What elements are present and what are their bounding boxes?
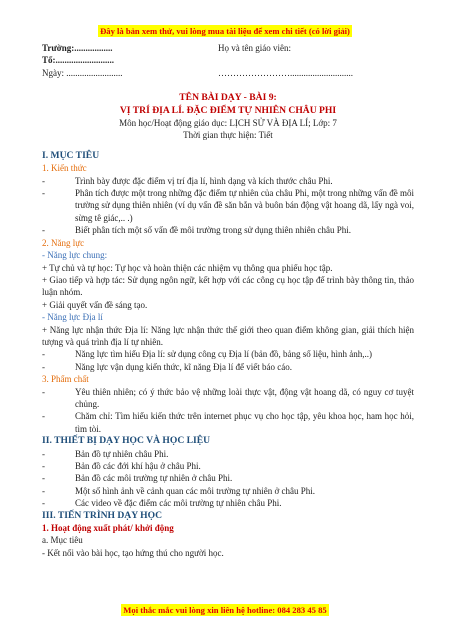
lesson-subject: Môn học/Hoạt động giáo dục: LỊCH SỬ VÀ ĐỊA LÍ; Lớp: 7 (119, 118, 337, 129)
material-item: - Các video về đặc điểm các môi trường tự nhiên châu Phi. (42, 498, 282, 509)
geography-skills-heading: - Năng lực Địa lí (42, 312, 103, 323)
goal-item-1: - Kết nối vào bài học, tạo hứng thú cho người học. (42, 547, 224, 558)
header-row-2 (42, 54, 414, 66)
geography-skill-3: - Năng lực vận dụng kiến thức, kĩ năng Địa lí để viết báo cáo. (42, 361, 292, 372)
skills-heading: 2. Năng lực (42, 237, 85, 248)
quality-item-1: - Yêu thiên nhiên; có ý thức bảo vệ những loài thực vật, động vật hoang dã, có nguy cơ tuyệt chủng. (42, 386, 414, 409)
lesson-name: TÊN BÀI DẠY - BÀI 9: (179, 92, 277, 104)
activity-1-heading: 1. Hoạt động xuất phát/ khởi động (42, 523, 174, 534)
teacher-name-line: ……………………............................ (218, 67, 353, 78)
general-skill-1: + Tự chủ và tự học: Tự học và hoàn thiện các nhiệm vụ thông qua phiếu học tập. (42, 262, 333, 273)
general-skills-heading: - Năng lực chung: (42, 250, 108, 261)
material-item: - Bản đồ tự nhiên châu Phi. (42, 448, 169, 459)
qualities-heading: 3. Phẩm chất (42, 374, 89, 385)
material-item: - Bản đồ các môi trường tự nhiên ở châu Phi. (42, 473, 233, 484)
header-row-3 (42, 67, 414, 79)
knowledge-heading: 1. Kiến thức (42, 163, 87, 174)
preview-banner-text: Đây là bản xem thử, vui lòng mua tài liệu để xem chi tiết (có lời giải) (100, 26, 350, 36)
group-field: Tổ:.......................... (42, 55, 114, 66)
preview-banner (0, 21, 450, 39)
goal-heading: a. Mục tiêu (42, 535, 83, 546)
material-item: - Bản đồ các đới khí hậu ở châu Phi. (42, 461, 201, 471)
general-skill-2: + Giao tiếp và hợp tác: Sử dụng ngôn ngữ, kết hợp với các công cụ học tập để trình bày thông tin, thảo luận nhóm. (42, 274, 414, 298)
section-materials-title: II. THIẾT BỊ DẠY HỌC VÀ HỌC LIỆU (42, 435, 211, 447)
lesson-plan-document (42, 42, 414, 559)
general-skill-3: + Giải quyết vấn đề sáng tạo. (42, 299, 148, 310)
section-process-title: III. TIẾN TRÌNH DẠY HỌC (42, 509, 163, 521)
knowledge-item-3: - Biết phân tích một số vấn đề môi trường trong sử dụng thiên nhiên châu Phi. (42, 225, 351, 236)
hotline-banner-text: Mọi thắc mắc vui lòng xin liên hệ hotline: 084 283 45 85 (123, 605, 327, 615)
section-objectives-title: I. MỤC TIÊU (42, 149, 100, 161)
knowledge-item-2: - Phân tích được một trong những đặc điểm tự nhiên của châu Phi, một trong những vấn đề môi trường sử dụng thiên nhiên (ví dụ vấn đề săn bắn và buôn bán động vật hoang dã, lấy ngà voi, sừng tê giác,.. .) (42, 188, 414, 223)
lesson-time: Thời gian thực hiện: Tiết (183, 130, 273, 141)
header-row-1 (42, 42, 414, 54)
quality-item-2: - Chăm chỉ: Tìm hiểu kiến thức trên internet phục vụ cho học tập, yêu khoa học, ham học hỏi, tìm tòi. (42, 411, 414, 434)
date-field: Ngày: ......................... (42, 67, 123, 78)
material-item: - Một số hình ảnh về cảnh quan các môi trường tự nhiên ở châu Phi. (42, 485, 315, 496)
geography-skill-2: - Năng lực tìm hiểu Địa lí: sử dụng công cụ Địa lí (bản đồ, bảng số liệu, hình ảnh,..) (42, 349, 372, 360)
teacher-field: Họ và tên giáo viên: (218, 43, 291, 53)
lesson-title: VỊ TRÍ ĐỊA LÍ. ĐẶC ĐIỂM TỰ NHIÊN CHÂU PHI (119, 104, 337, 116)
hotline-banner (0, 600, 450, 618)
school-field: Trường:................. (42, 43, 113, 53)
geography-skill-1: + Năng lực nhận thức Địa lí: Năng lực nhận thức thế giới theo quan điểm không gian, giải thích hiện tượng và quá trình địa lí tự nhiên. (42, 324, 414, 347)
knowledge-item-1: - Trình bày được đặc điểm vị trí địa lí, hình dạng và kích thước châu Phi. (42, 175, 333, 186)
